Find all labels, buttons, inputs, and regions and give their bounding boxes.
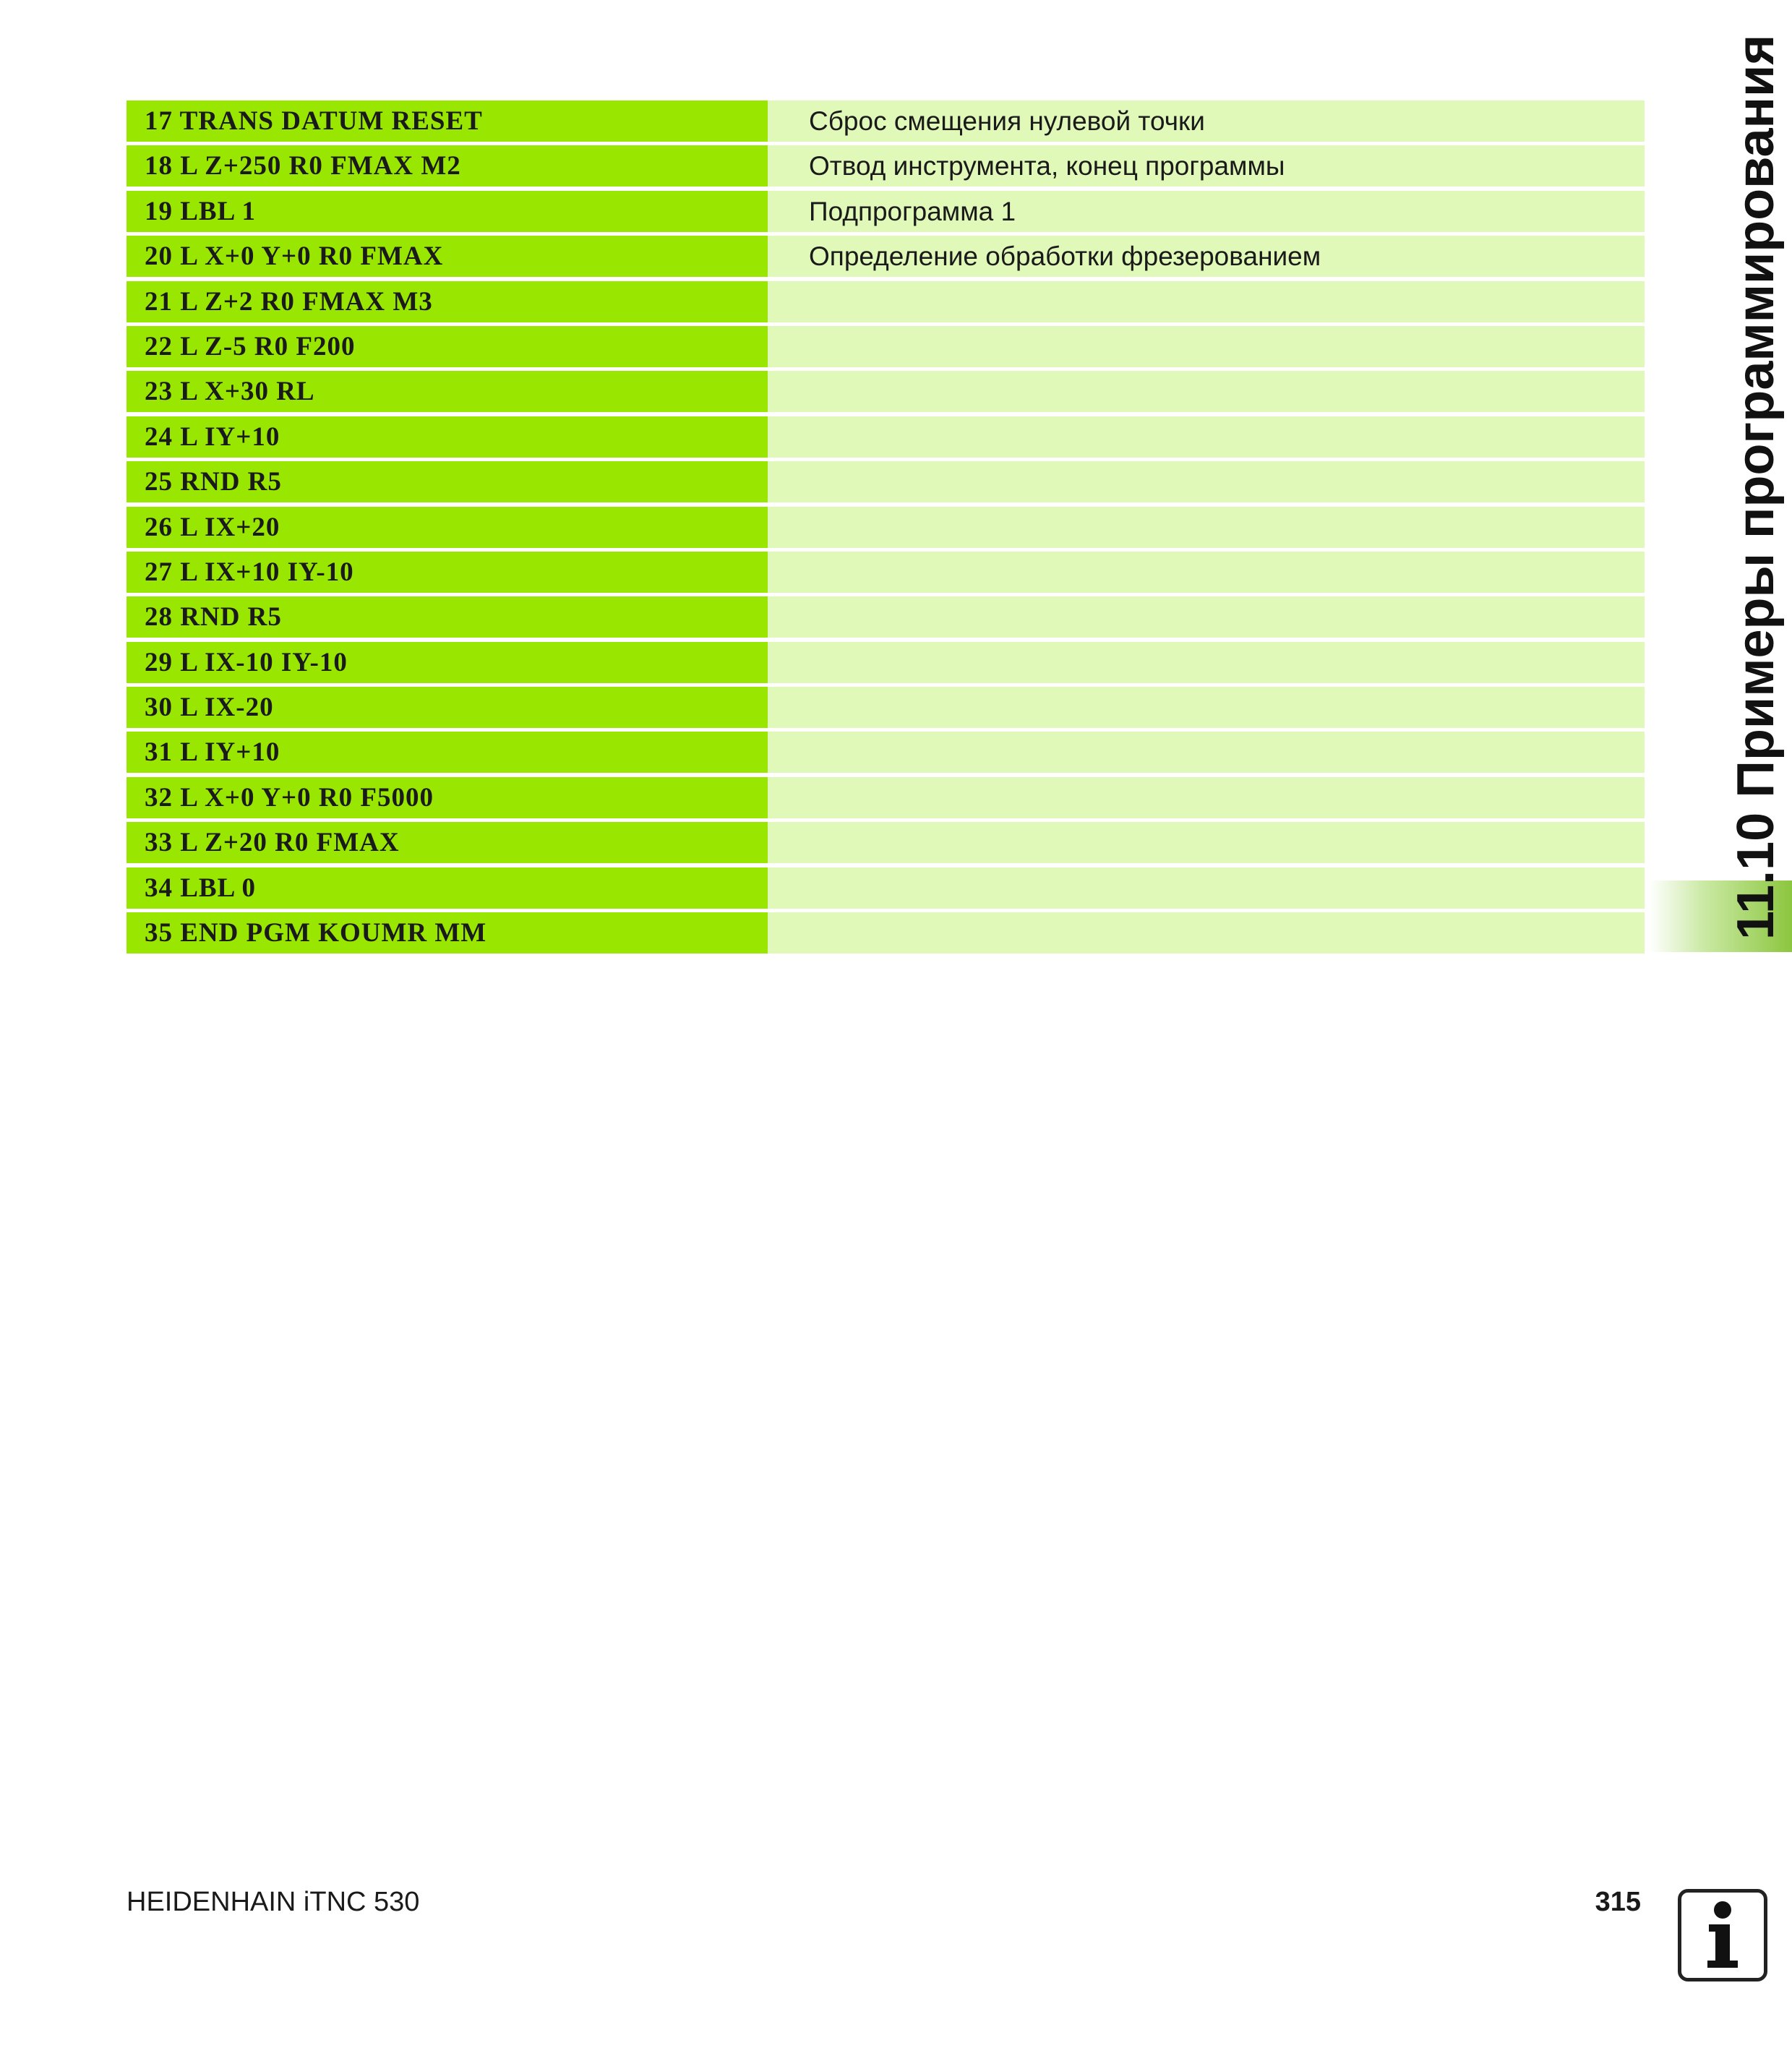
program-line <box>127 912 1645 954</box>
program-line <box>127 371 1645 412</box>
program-line <box>127 596 1645 638</box>
program-line-code: 28 RND R5 <box>127 596 768 638</box>
program-line <box>127 732 1645 773</box>
program-line-comment: Определение обработки фрезерованием <box>768 236 1645 277</box>
program-line <box>127 416 1645 458</box>
program-line-code: 30 L IX-20 <box>127 687 768 728</box>
program-line-code: 35 END PGM KOUMR MM <box>127 912 768 954</box>
program-line <box>127 507 1645 548</box>
program-line-comment <box>768 416 1645 458</box>
program-line-code: 27 L IX+10 IY-10 <box>127 552 768 593</box>
program-line-comment <box>768 867 1645 909</box>
program-line-code: 17 TRANS DATUM RESET <box>127 100 768 142</box>
program-line <box>127 145 1645 187</box>
program-line-code: 26 L IX+20 <box>127 507 768 548</box>
program-line-comment <box>768 507 1645 548</box>
program-line <box>127 822 1645 863</box>
program-line <box>127 236 1645 277</box>
program-line-comment <box>768 281 1645 322</box>
program-line <box>127 687 1645 728</box>
program-line <box>127 326 1645 367</box>
program-line-code: 32 L X+0 Y+0 R0 F5000 <box>127 777 768 818</box>
program-line-comment <box>768 732 1645 773</box>
program-line-code: 21 L Z+2 R0 FMAX M3 <box>127 281 768 322</box>
program-line-code: 31 L IY+10 <box>127 732 768 773</box>
program-line-comment <box>768 596 1645 638</box>
program-line-code: 29 L IX-10 IY-10 <box>127 642 768 683</box>
program-line-comment <box>768 822 1645 863</box>
program-line-comment <box>768 552 1645 593</box>
program-line <box>127 642 1645 683</box>
program-line <box>127 191 1645 232</box>
program-line-code: 33 L Z+20 R0 FMAX <box>127 822 768 863</box>
program-line-comment: Сброс смещения нулевой точки <box>768 100 1645 142</box>
program-line <box>127 552 1645 593</box>
program-line-comment <box>768 687 1645 728</box>
program-table <box>127 100 1645 957</box>
program-line-code: 24 L IY+10 <box>127 416 768 458</box>
info-icon <box>1678 1889 1767 1981</box>
program-line-comment <box>768 371 1645 412</box>
program-line <box>127 777 1645 818</box>
program-line-code: 23 L X+30 RL <box>127 371 768 412</box>
program-line-code: 19 LBL 1 <box>127 191 768 232</box>
program-line-comment <box>768 326 1645 367</box>
page-number: 315 <box>1595 1887 1641 1917</box>
program-line <box>127 867 1645 909</box>
program-line-code: 22 L Z-5 R0 F200 <box>127 326 768 367</box>
footer-product-name: HEIDENHAIN iTNC 530 <box>127 1887 420 1917</box>
program-line-code: 18 L Z+250 R0 FMAX M2 <box>127 145 768 187</box>
program-line-comment <box>768 642 1645 683</box>
program-line-comment: Подпрограмма 1 <box>768 191 1645 232</box>
program-line-code: 25 RND R5 <box>127 461 768 502</box>
program-line-comment: Отвод инструмента, конец программы <box>768 145 1645 187</box>
program-line-comment <box>768 777 1645 818</box>
program-line <box>127 100 1645 142</box>
program-line <box>127 281 1645 322</box>
program-line-code: 34 LBL 0 <box>127 867 768 909</box>
program-line <box>127 461 1645 502</box>
program-line-comment <box>768 912 1645 954</box>
program-line-comment <box>768 461 1645 502</box>
program-line-code: 20 L X+0 Y+0 R0 FMAX <box>127 236 768 277</box>
chapter-title: 11.10 Примеры программирования <box>1727 34 1785 940</box>
